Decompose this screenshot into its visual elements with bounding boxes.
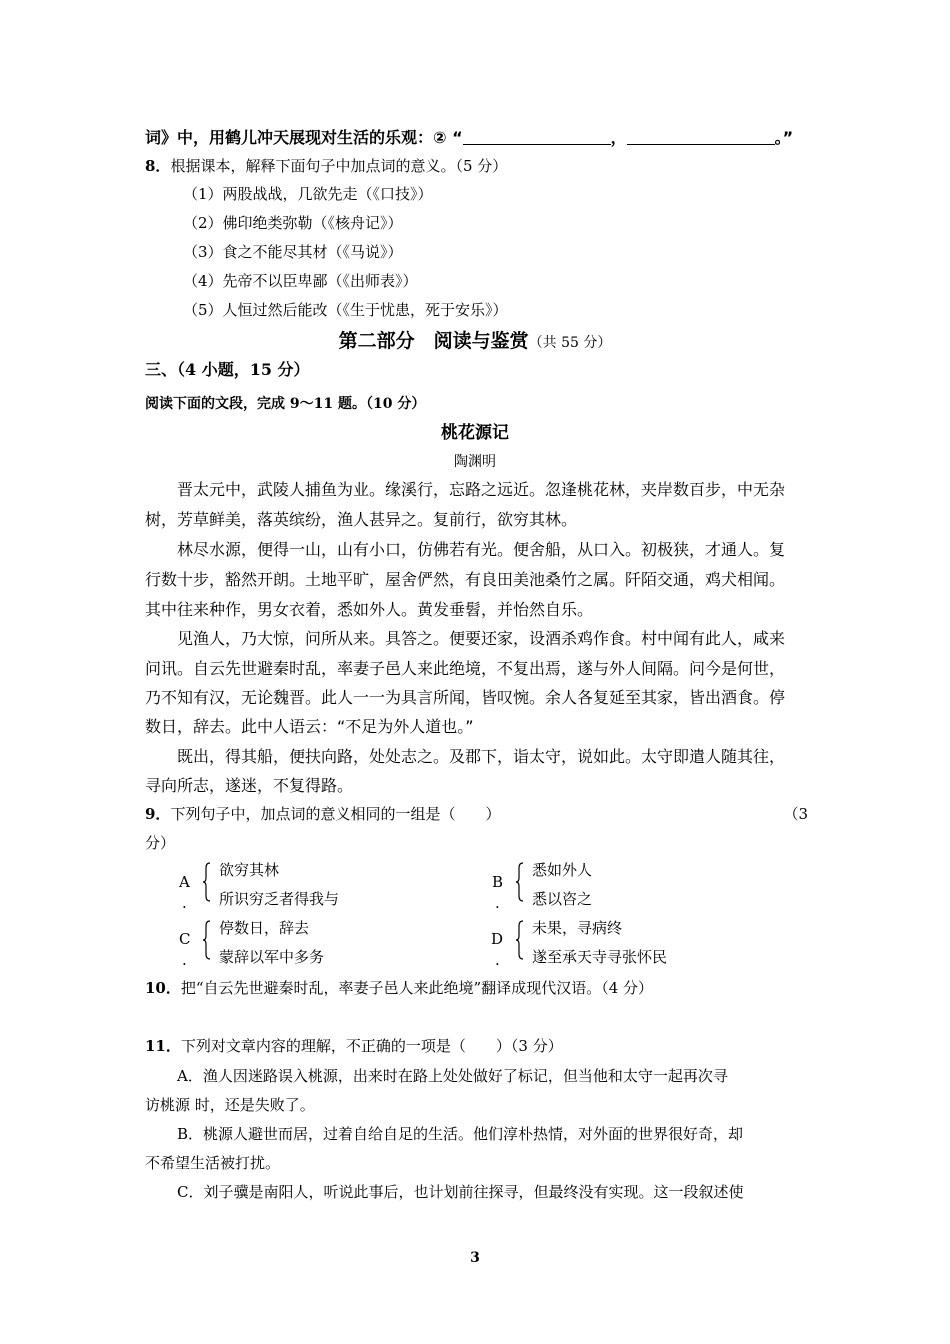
question-9 <box>145 804 500 824</box>
brace-icon <box>203 862 211 902</box>
option-dot: . <box>495 951 500 969</box>
option-letter: A <box>179 873 190 891</box>
question-number: 9． <box>145 805 171 823</box>
passage-line: 其中往来种作，男女衣着，悉如外人。黄发垂髫，并怡然自乐。 <box>145 600 594 619</box>
question-8 <box>145 156 507 176</box>
q11-option-line[interactable]: A．渔人因迷路误入桃源，出来时在路上处处做好了标记，但当他和太守一起再次寻 <box>177 1067 728 1085</box>
fill-in-line <box>145 128 793 148</box>
q8-item: （1）两股战战，几欲先走（《口技》） <box>183 185 433 203</box>
passage-author: 陶渊明 <box>454 454 496 470</box>
q11-option-line: 不希望生活被打扰。 <box>145 1154 281 1172</box>
question-number: 11． <box>145 1037 181 1055</box>
option-dot: . <box>182 894 187 912</box>
q9-score-part2: 分） <box>145 834 176 852</box>
option-dot: . <box>182 951 187 969</box>
answer-blank-1[interactable] <box>463 129 611 145</box>
part-title-text: 第二部分 阅读与鉴赏 <box>338 330 529 352</box>
option-line: 停数日，辞去 <box>219 919 310 937</box>
option-line: 蒙辞以军中多务 <box>219 948 325 966</box>
brace-icon <box>516 862 524 902</box>
passage-line: 数日，辞去。此中人语云：“不足为外人道也。” <box>145 717 474 736</box>
question-number: 10． <box>145 979 181 997</box>
option-line: 未果，寻病终 <box>532 919 623 937</box>
passage-line: 问讯。自云先世避秦时乱，率妻子邑人来此绝境，不复出焉，遂与外人间隔。问今是何世， <box>145 659 786 678</box>
question-11 <box>145 1036 563 1056</box>
question-prompt: 把“自云先世避秦时乱，率妻子邑人来此绝境”翻译成现代汉语。（4 分） <box>180 979 654 997</box>
option-line: 遂至承天寺寻张怀民 <box>532 948 668 966</box>
option-line: 所识穷乏者得我与 <box>219 890 340 908</box>
q8-item: （3）食之不能尽其材（《马说》） <box>183 243 403 261</box>
passage-line: 寻向所志，遂迷，不复得路。 <box>145 776 354 795</box>
fill-in-suffix: 。” <box>774 128 794 147</box>
passage-line: 行数十步，豁然开朗。土地平旷，屋舍俨然，有良田美池桑竹之属。阡陌交通，鸡犬相闻。 <box>145 570 786 589</box>
option-line: 悉以咨之 <box>532 890 593 908</box>
q11-option-line[interactable]: C．刘子骥是南阳人，听说此事后，也计划前往探寻，但最终没有实现。这一段叙述使 <box>177 1183 744 1201</box>
question-10 <box>145 978 653 998</box>
option-line: 欲穷其林 <box>219 861 280 879</box>
passage-line: 乃不知有汉，无论魏晋。此人一一为具言所闻，皆叹惋。余人各复延至其家，皆出酒食。停 <box>145 688 786 707</box>
part-title <box>0 329 950 355</box>
passage-line: 林尽水源，便得一山，山有小口，仿佛若有光。便舍船，从口入。初极狭，才通人。复 <box>177 540 786 559</box>
reading-instruction: 阅读下面的文段，完成 9～11 题。（10 分） <box>145 396 426 412</box>
section-title: 三、（4 小题，15 分） <box>145 360 310 379</box>
part-score: （共 55 分） <box>528 335 612 351</box>
fill-in-separator: ， <box>610 128 627 147</box>
q11-option-line[interactable]: B．桃源人避世而居，过着自给自足的生活。他们淳朴热情，对外面的世界很好奇，却 <box>177 1125 744 1143</box>
answer-blank-2[interactable] <box>627 129 775 145</box>
q11-option-line: 访桃源 时，还是失败了。 <box>145 1096 315 1114</box>
brace-icon <box>203 920 211 960</box>
q8-item: （4）先帝不以臣卑鄙（《出师表》） <box>183 272 418 290</box>
option-dot: . <box>495 894 500 912</box>
option-letter: C <box>179 930 191 948</box>
passage-line: 晋太元中，武陵人捕鱼为业。缘溪行，忘路之远近。忽逢桃花林，夹岸数百步，中无杂 <box>177 480 786 499</box>
question-prompt: 根据课本，解释下面句子中加点词的意义。（5 分） <box>170 157 508 175</box>
passage-title: 桃花源记 <box>441 423 509 443</box>
option-letter: B <box>492 873 504 891</box>
q8-item: （5）人恒过然后能改（《生于忧患，死于安乐》） <box>183 301 508 319</box>
question-prompt: 下列对文章内容的理解，不正确的一项是（ ）（3 分） <box>180 1037 563 1055</box>
question-prompt: 下列句子中，加点词的意义相同的一组是（ ） <box>170 805 501 823</box>
passage-line: 树，芳草鲜美，落英缤纷，渔人甚异之。复前行，欲穷其林。 <box>145 510 578 529</box>
option-line: 悉如外人 <box>532 861 593 879</box>
question-number: 8． <box>145 157 171 175</box>
passage-line: 既出，得其船，便扶向路，处处志之。及郡下，诣太守，说如此。太守即遣人随其往， <box>177 747 786 766</box>
option-letter: D <box>491 930 504 948</box>
page-number: 3 <box>470 1250 480 1266</box>
brace-icon <box>516 920 524 960</box>
q9-score-part1: （3 <box>783 805 808 823</box>
q8-item: （2）佛印绝类弥勒（《核舟记》） <box>183 214 403 232</box>
passage-line: 见渔人，乃大惊，问所从来。具答之。便要还家，设酒杀鸡作食。村中闻有此人，咸来 <box>177 629 786 648</box>
fill-in-prefix: 词》中，用鹤儿冲天展现对生活的乐观：② “ <box>145 128 463 147</box>
